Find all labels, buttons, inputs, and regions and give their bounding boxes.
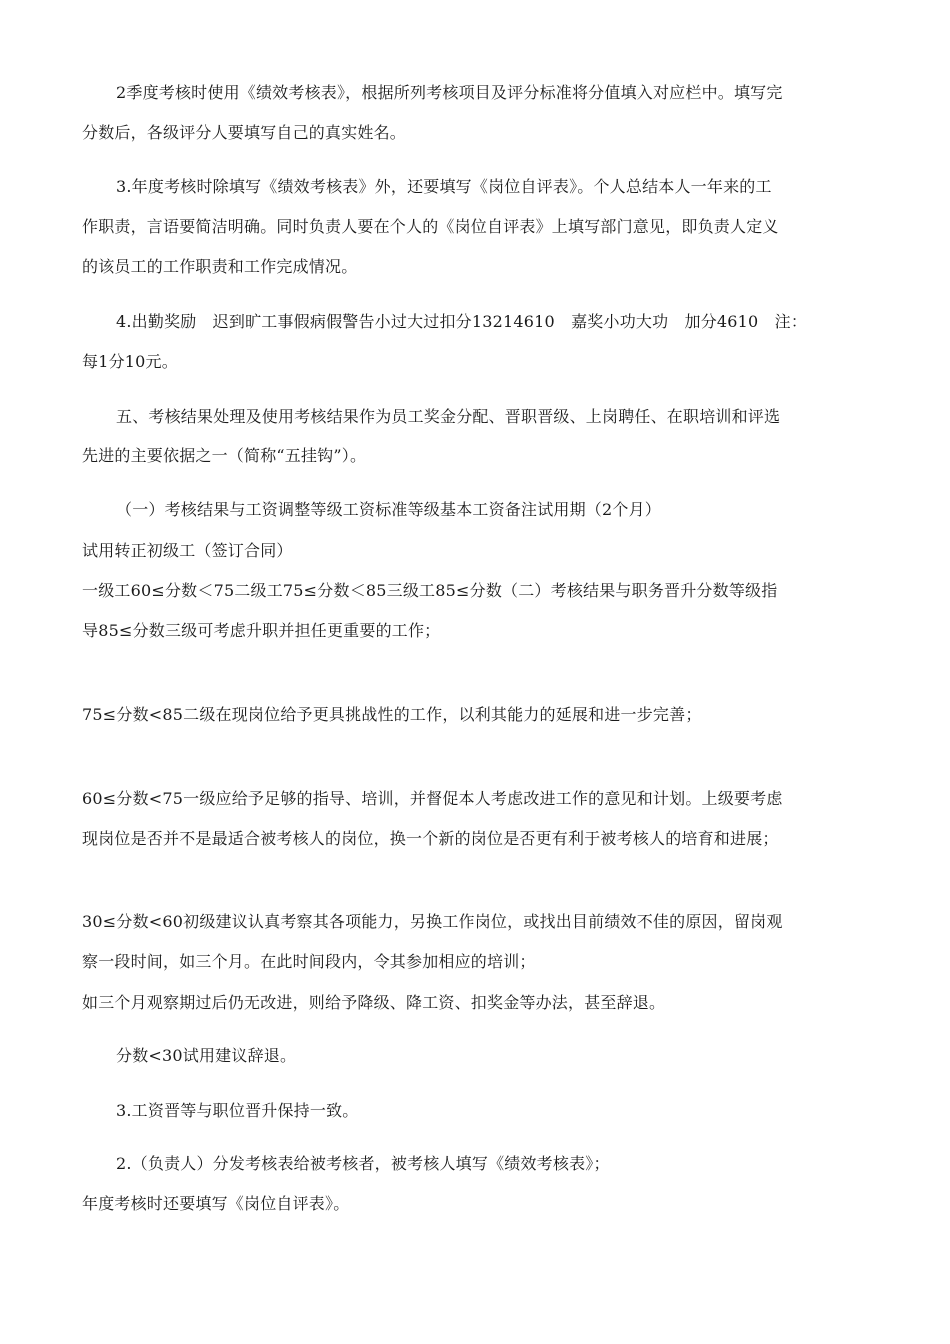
text-line: 2.（负责人）分发考核表给被考核者，被考核人填写《绩效考核表》；: [116, 1154, 610, 1173]
text-line: 年度考核时还要填写《岗位自评表》。: [82, 1194, 350, 1213]
text-line: 察一段时间，如三个月。在此时间段内，令其参加相应的培训；: [82, 952, 536, 971]
text-line: 试用转正初级工（签订合同）: [82, 541, 293, 560]
text-line: 一级工60≤分数＜75二级工75≤分数＜85三级工85≤分数（二）考核结果与职务晋升分数等级指: [82, 581, 778, 600]
text-line: 3.工资晋等与职位晋升保持一致。: [116, 1101, 359, 1120]
text-line: 3.年度考核时除填写《绩效考核表》外，还要填写《岗位自评表》。个人总结本人一年来的工: [116, 177, 772, 196]
text-line: 2季度考核时使用《绩效考核表》，根据所列考核项目及评分标准将分值填入对应栏中。填写完: [116, 83, 783, 102]
text-line: 导85≤分数三级可考虑升职并担任更重要的工作；: [82, 621, 441, 640]
text-line: 的该员工的工作职责和工作完成情况。: [82, 257, 358, 276]
text-line: 分数后，各级评分人要填写自己的真实姓名。: [82, 123, 407, 142]
text-line: 作职责，言语要简洁明确。同时负责人要在个人的《岗位自评表》上填写部门意见，即负责人定义: [82, 217, 779, 236]
text-line: （一）考核结果与工资调整等级工资标准等级基本工资备注试用期（2个月）: [116, 500, 661, 519]
text-line: 如三个月观察期过后仍无改进，则给予降级、降工资、扣奖金等办法，甚至辞退。: [82, 993, 666, 1012]
text-line: 五、考核结果处理及使用考核结果作为员工奖金分配、晋职晋级、上岗聘任、在职培训和评选: [116, 407, 781, 426]
text-line: 75≤分数<85二级在现岗位给予更具挑战性的工作，以利其能力的延展和进一步完善；: [82, 705, 702, 724]
text-line: 现岗位是否并不是最适合被考核人的岗位，换一个新的岗位是否更有利于被考核人的培育和进展；: [82, 829, 779, 848]
text-line: 先进的主要依据之一（简称“五挂钩”）。: [82, 446, 367, 465]
text-line: 30≤分数<60初级建议认真考察其各项能力，另换工作岗位，或找出目前绩效不佳的原因，留岗观: [82, 912, 783, 931]
text-line: 4.出勤奖励 迟到旷工事假病假警告小过大过扣分13214610 嘉奖小功大功 加分4610 注：: [116, 312, 808, 331]
text-line: 60≤分数<75一级应给予足够的指导、培训，并督促本人考虑改进工作的意见和计划。上级要考虑: [82, 789, 783, 808]
text-line: 分数<30试用建议辞退。: [116, 1046, 297, 1065]
text-line: 每1分10元。: [82, 352, 178, 371]
